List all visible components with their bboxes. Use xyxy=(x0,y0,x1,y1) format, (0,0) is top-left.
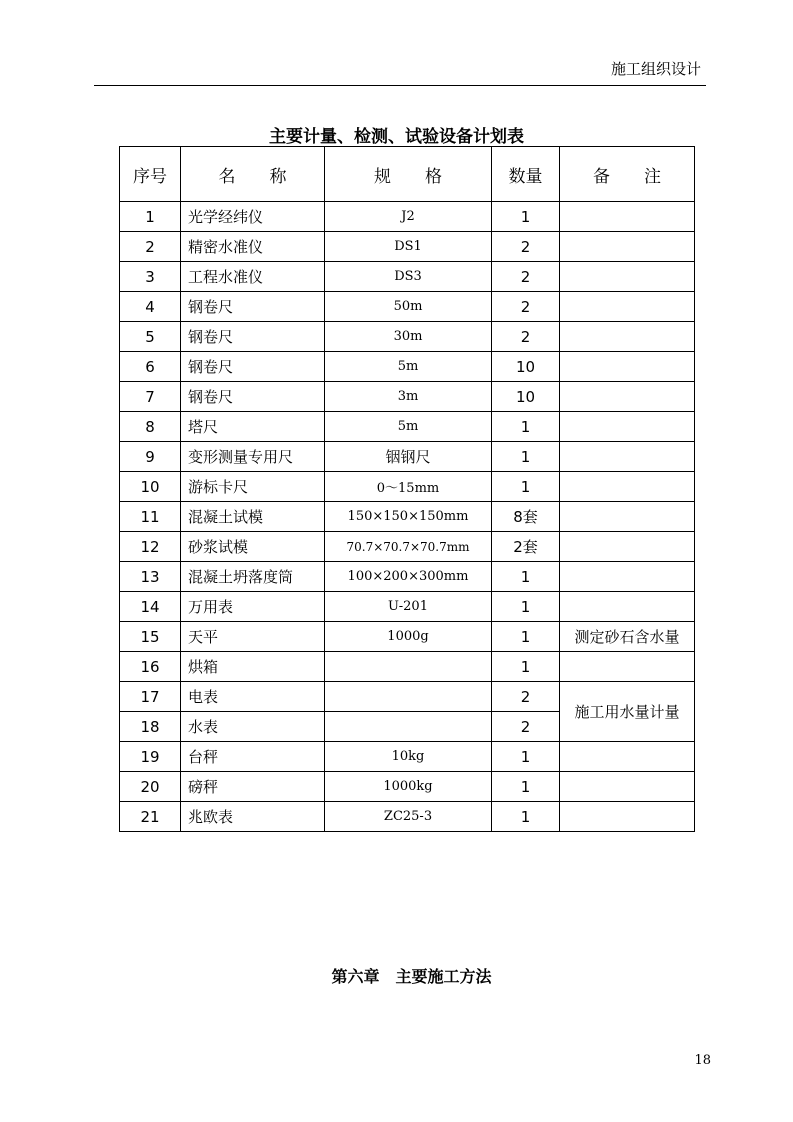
cell-qty: 10 xyxy=(492,382,560,412)
cell-spec: 5m xyxy=(325,352,492,382)
cell-qty: 2 xyxy=(492,232,560,262)
cell-qty: 1 xyxy=(492,592,560,622)
cell-name: 台秤 xyxy=(181,742,325,772)
table-row xyxy=(120,772,695,802)
cell-no: 18 xyxy=(120,712,181,742)
cell-name: 精密水准仪 xyxy=(181,232,325,262)
cell-no: 14 xyxy=(120,592,181,622)
cell-no: 5 xyxy=(120,322,181,352)
cell-remarks xyxy=(560,802,695,832)
cell-remarks xyxy=(560,382,695,412)
table-row xyxy=(120,262,695,292)
cell-qty: 1 xyxy=(492,772,560,802)
cell-remarks-merged: 施工用水量计量 xyxy=(560,682,695,742)
cell-no: 7 xyxy=(120,382,181,412)
cell-qty: 1 xyxy=(492,652,560,682)
cell-spec: 10kg xyxy=(325,742,492,772)
table-header-row xyxy=(120,147,695,202)
cell-qty: 10 xyxy=(492,352,560,382)
cell-qty: 2 xyxy=(492,682,560,712)
cell-qty: 2 xyxy=(492,262,560,292)
cell-spec: 30m xyxy=(325,322,492,352)
cell-no: 9 xyxy=(120,442,181,472)
cell-remarks xyxy=(560,202,695,232)
table-row xyxy=(120,232,695,262)
page-number: 18 xyxy=(694,1053,711,1068)
table-row xyxy=(120,682,695,712)
cell-no: 12 xyxy=(120,532,181,562)
cell-spec xyxy=(325,712,492,742)
table-row xyxy=(120,802,695,832)
cell-spec: ZC25-3 xyxy=(325,802,492,832)
cell-no: 10 xyxy=(120,472,181,502)
cell-remarks xyxy=(560,322,695,352)
table-row xyxy=(120,202,695,232)
cell-spec xyxy=(325,652,492,682)
cell-qty: 1 xyxy=(492,472,560,502)
cell-qty: 2 xyxy=(492,292,560,322)
table-row xyxy=(120,562,695,592)
cell-name: 钢卷尺 xyxy=(181,382,325,412)
equipment-table xyxy=(119,146,695,832)
cell-qty: 8套 xyxy=(492,502,560,532)
table-row xyxy=(120,292,695,322)
cell-no: 4 xyxy=(120,292,181,322)
table-row xyxy=(120,352,695,382)
cell-name: 砂浆试模 xyxy=(181,532,325,562)
cell-no: 3 xyxy=(120,262,181,292)
cell-spec: 3m xyxy=(325,382,492,412)
cell-no: 19 xyxy=(120,742,181,772)
table-row xyxy=(120,532,695,562)
cell-name: 游标卡尺 xyxy=(181,472,325,502)
cell-name: 水表 xyxy=(181,712,325,742)
cell-remarks xyxy=(560,772,695,802)
table-row xyxy=(120,322,695,352)
cell-remarks xyxy=(560,562,695,592)
cell-name: 万用表 xyxy=(181,592,325,622)
cell-qty: 1 xyxy=(492,802,560,832)
cell-qty: 1 xyxy=(492,442,560,472)
cell-no: 13 xyxy=(120,562,181,592)
cell-name: 钢卷尺 xyxy=(181,292,325,322)
header-qty: 数量 xyxy=(492,147,560,202)
cell-qty: 1 xyxy=(492,412,560,442)
cell-name: 兆欧表 xyxy=(181,802,325,832)
cell-spec: 1000kg xyxy=(325,772,492,802)
header-spec: 规 格 xyxy=(325,147,492,202)
cell-name: 钢卷尺 xyxy=(181,352,325,382)
cell-spec: 0～15mm xyxy=(325,472,492,502)
cell-remarks xyxy=(560,532,695,562)
cell-no: 15 xyxy=(120,622,181,652)
cell-remarks xyxy=(560,352,695,382)
cell-no: 17 xyxy=(120,682,181,712)
cell-qty: 1 xyxy=(492,622,560,652)
cell-spec: 铟钢尺 xyxy=(325,442,492,472)
cell-name: 工程水准仪 xyxy=(181,262,325,292)
cell-qty: 2 xyxy=(492,322,560,352)
cell-qty: 2套 xyxy=(492,532,560,562)
running-header: 施工组织设计 xyxy=(610,60,701,78)
table-row xyxy=(120,652,695,682)
cell-spec: DS3 xyxy=(325,262,492,292)
cell-remarks xyxy=(560,232,695,262)
chapter-heading: 第六章 主要施工方法 xyxy=(331,967,492,986)
cell-no: 16 xyxy=(120,652,181,682)
header-no: 序号 xyxy=(120,147,181,202)
cell-spec: 100×200×300mm xyxy=(325,562,492,592)
cell-qty: 1 xyxy=(492,562,560,592)
cell-name: 磅秤 xyxy=(181,772,325,802)
cell-remarks xyxy=(560,502,695,532)
cell-name: 光学经纬仪 xyxy=(181,202,325,232)
cell-no: 21 xyxy=(120,802,181,832)
table-row xyxy=(120,742,695,772)
cell-remarks xyxy=(560,292,695,322)
table-row xyxy=(120,472,695,502)
table-row xyxy=(120,412,695,442)
cell-name: 天平 xyxy=(181,622,325,652)
cell-qty: 1 xyxy=(492,202,560,232)
cell-remarks xyxy=(560,442,695,472)
cell-name: 烘箱 xyxy=(181,652,325,682)
cell-spec: J2 xyxy=(325,202,492,232)
cell-remarks: 测定砂石含水量 xyxy=(560,622,695,652)
cell-name: 钢卷尺 xyxy=(181,322,325,352)
table-row xyxy=(120,502,695,532)
cell-qty: 1 xyxy=(492,742,560,772)
cell-name: 电表 xyxy=(181,682,325,712)
table-row xyxy=(120,382,695,412)
cell-remarks xyxy=(560,412,695,442)
cell-no: 2 xyxy=(120,232,181,262)
cell-no: 20 xyxy=(120,772,181,802)
cell-no: 8 xyxy=(120,412,181,442)
cell-spec: 5m xyxy=(325,412,492,442)
cell-spec: 70.7×70.7×70.7mm xyxy=(325,532,492,562)
cell-remarks xyxy=(560,472,695,502)
header-remarks: 备 注 xyxy=(560,147,695,202)
cell-remarks xyxy=(560,652,695,682)
cell-name: 混凝土试模 xyxy=(181,502,325,532)
header-rule xyxy=(94,85,706,86)
cell-spec: 50m xyxy=(325,292,492,322)
header-name: 名 称 xyxy=(181,147,325,202)
cell-spec xyxy=(325,682,492,712)
table-row xyxy=(120,442,695,472)
cell-no: 1 xyxy=(120,202,181,232)
cell-spec: U-201 xyxy=(325,592,492,622)
cell-remarks xyxy=(560,262,695,292)
cell-spec: 1000g xyxy=(325,622,492,652)
table-row xyxy=(120,592,695,622)
table-row xyxy=(120,622,695,652)
cell-remarks xyxy=(560,592,695,622)
cell-name: 混凝土坍落度筒 xyxy=(181,562,325,592)
cell-name: 变形测量专用尺 xyxy=(181,442,325,472)
cell-no: 6 xyxy=(120,352,181,382)
cell-spec: 150×150×150mm xyxy=(325,502,492,532)
cell-qty: 2 xyxy=(492,712,560,742)
cell-no: 11 xyxy=(120,502,181,532)
cell-spec: DS1 xyxy=(325,232,492,262)
cell-name: 塔尺 xyxy=(181,412,325,442)
table-title: 主要计量、检测、试验设备计划表 xyxy=(269,127,524,147)
cell-remarks xyxy=(560,742,695,772)
